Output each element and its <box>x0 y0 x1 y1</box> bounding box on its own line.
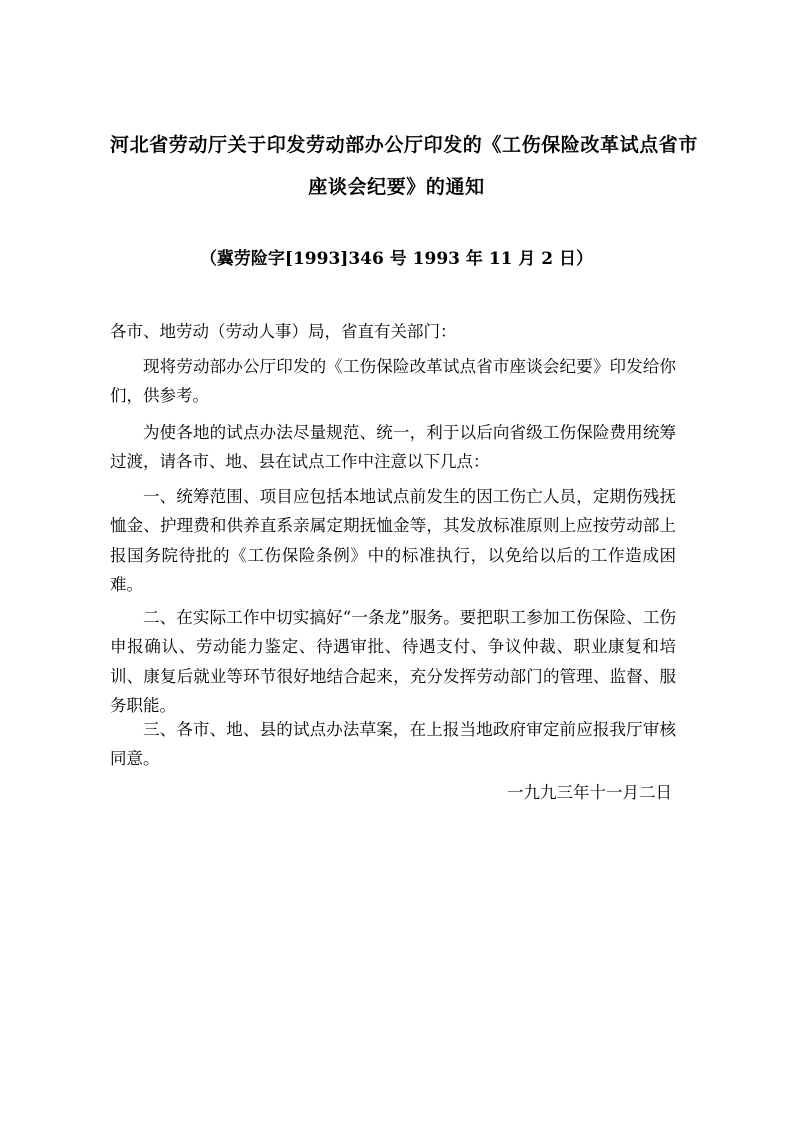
paragraph: 一、统筹范围、项目应包括本地试点前发生的因工伤亡人员，定期伤残抚恤金、护理费和供养直系亲属定期抚恤金等，其发放标准原则上应按劳动部上报国务院待批的《工伤保险条例》中的标准执行，以免给以后的工作造成困难。 <box>110 487 676 594</box>
paragraph: 现将劳动部办公厅印发的《工伤保险改革试点省市座谈会纪要》印发给你们，供参考。 <box>110 357 676 406</box>
document-title-line-1: 河北省劳动厅关于印发劳动部办公厅印发的《工伤保险改革试点省市 <box>110 134 699 156</box>
paragraph: 二、在实际工作中切实搞好“一条龙”服务。要把职工参加工伤保险、工伤申报确认、劳动能力鉴定、待遇审批、待遇支付、争议仲裁、职业康复和培训、康复后就业等环节很好地结合起来，充分发挥劳动部门的管理、监督、服务职能。 <box>110 608 676 715</box>
paragraph: 三、各市、地、县的试点办法草案，在上报当地政府审定前应报我厅审核同意。 <box>110 720 676 769</box>
document-date: 一九九三年十一月二日 <box>507 783 672 802</box>
document-title-line-2: 座谈会纪要》的通知 <box>308 176 485 198</box>
salutation: 各市、地劳动（劳动人事）局，省直有关部门： <box>110 322 457 341</box>
paragraph: 为使各地的试点办法尽量规范、统一，利于以后向省级工伤保险费用统筹过渡，请各市、地、县在试点工作中注意以下几点： <box>110 423 676 472</box>
document-number: （冀劳险字[1993]346 号 1993 年 11 月 2 日） <box>199 249 594 269</box>
